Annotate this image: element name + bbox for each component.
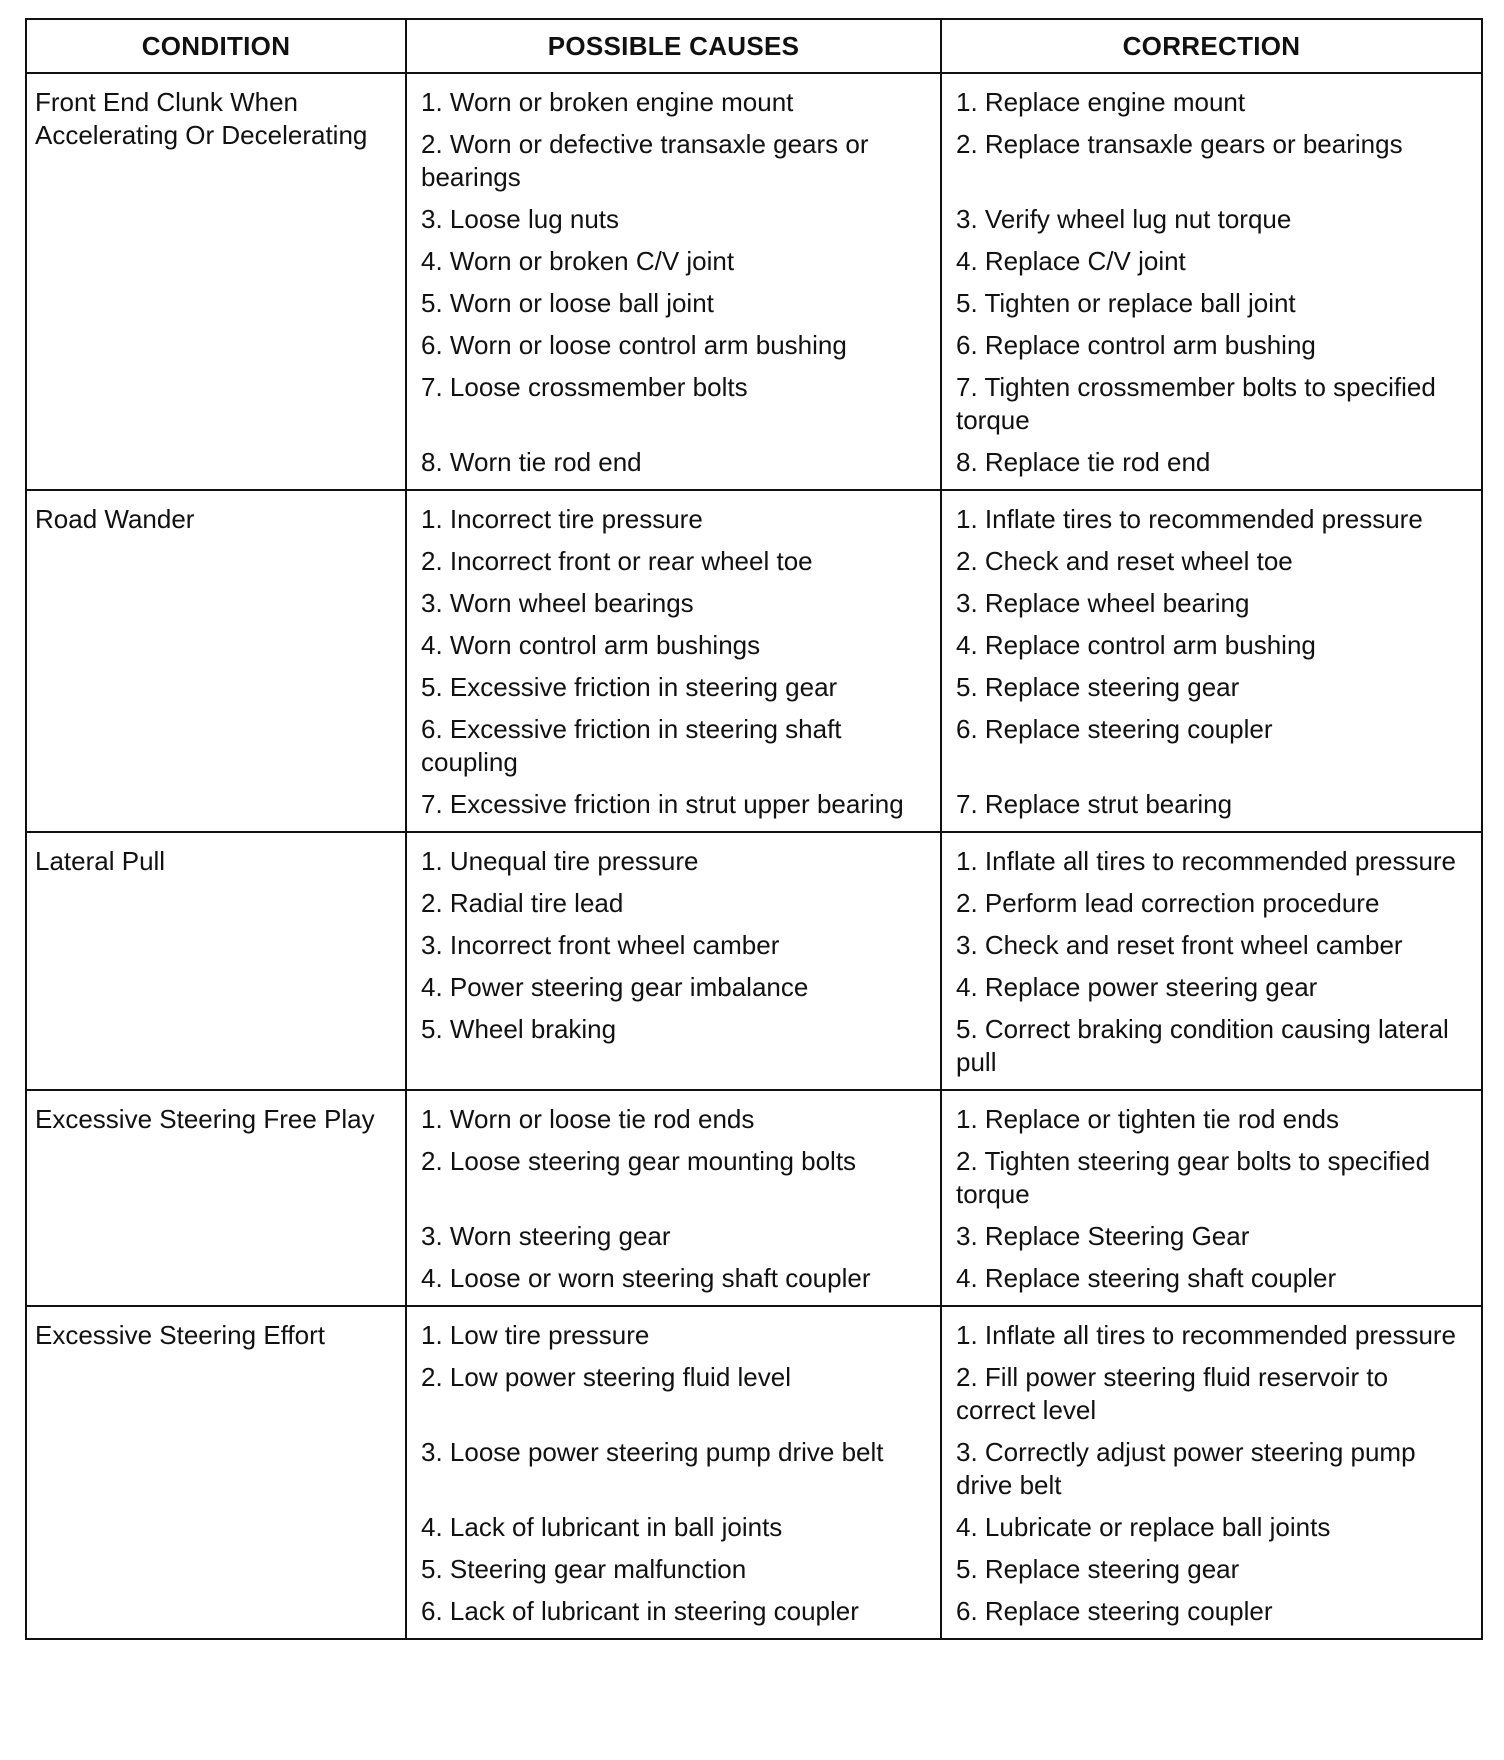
correction-item: 1. Inflate tires to recommended pressure	[956, 504, 1423, 534]
cause-item: 4. Worn control arm bushings	[421, 630, 761, 660]
correction-item: 3. Replace Steering Gear	[956, 1221, 1250, 1251]
correction-item: 5. Correct braking condition causing lateral pull	[956, 1014, 1449, 1077]
correction-item: 4. Lubricate or replace ball joints	[956, 1512, 1331, 1542]
correction-item: 2. Perform lead correction procedure	[956, 888, 1380, 918]
cause-item: 5. Steering gear malfunction	[421, 1554, 747, 1584]
condition-cell: Excessive Steering Effort	[35, 1320, 325, 1350]
correction-item: 2. Fill power steering fluid reservoir to correct level	[956, 1362, 1389, 1425]
cause-item: 4. Lack of lubricant in ball joints	[421, 1512, 783, 1542]
correction-item: 4. Replace C/V joint	[956, 246, 1186, 276]
cause-item: 1. Low tire pressure	[421, 1320, 650, 1350]
header-correction: CORRECTION	[940, 20, 1481, 72]
cause-item: 5. Worn or loose ball joint	[421, 288, 714, 318]
cause-item: 1. Unequal tire pressure	[421, 846, 699, 876]
cause-item: 2. Low power steering fluid level	[421, 1362, 791, 1392]
cause-item: 3. Worn wheel bearings	[421, 588, 694, 618]
correction-item: 5. Replace steering gear	[956, 672, 1240, 702]
correction-item: 3. Check and reset front wheel camber	[956, 930, 1403, 960]
correction-item: 4. Replace power steering gear	[956, 972, 1318, 1002]
correction-item: 1. Replace engine mount	[956, 87, 1246, 117]
cause-item: 2. Incorrect front or rear wheel toe	[421, 546, 813, 576]
cause-item: 4. Worn or broken C/V joint	[421, 246, 735, 276]
header-possible-causes: POSSIBLE CAUSES	[405, 20, 940, 72]
correction-item: 7. Tighten crossmember bolts to specified torque	[956, 372, 1436, 435]
cause-item: 4. Power steering gear imbalance	[421, 972, 809, 1002]
correction-item: 2. Tighten steering gear bolts to specified torque	[956, 1146, 1431, 1209]
correction-item: 4. Replace steering shaft coupler	[956, 1263, 1337, 1293]
correction-item: 6. Replace control arm bushing	[956, 330, 1316, 360]
cause-item: 6. Worn or loose control arm bushing	[421, 330, 847, 360]
table-row	[27, 1307, 1481, 1638]
correction-cell	[940, 491, 1481, 831]
cause-item: 4. Loose or worn steering shaft coupler	[421, 1263, 871, 1293]
table-row	[27, 74, 1481, 491]
correction-cell	[940, 74, 1481, 489]
diagnosis-table	[25, 18, 1483, 1640]
causes-cell	[405, 1307, 940, 1638]
correction-cell	[940, 833, 1481, 1089]
table-row	[27, 833, 1481, 1091]
cause-item: 3. Incorrect front wheel camber	[421, 930, 780, 960]
correction-item: 2. Check and reset wheel toe	[956, 546, 1293, 576]
correction-item: 8. Replace tie rod end	[956, 447, 1211, 477]
cause-item: 1. Worn or broken engine mount	[421, 87, 794, 117]
table-header	[27, 20, 1481, 74]
table-row	[27, 491, 1481, 833]
cause-item: 1. Worn or loose tie rod ends	[421, 1104, 755, 1134]
condition-cell: Excessive Steering Free Play	[35, 1104, 375, 1134]
correction-item: 6. Replace steering coupler	[956, 1596, 1273, 1626]
cause-item: 3. Worn steering gear	[421, 1221, 671, 1251]
correction-item: 3. Verify wheel lug nut torque	[956, 204, 1292, 234]
correction-item: 3. Replace wheel bearing	[956, 588, 1250, 618]
causes-cell	[405, 491, 940, 831]
causes-cell	[405, 1091, 940, 1305]
correction-item: 5. Tighten or replace ball joint	[956, 288, 1296, 318]
causes-cell	[405, 74, 940, 489]
cause-item: 1. Incorrect tire pressure	[421, 504, 703, 534]
correction-item: 4. Replace control arm bushing	[956, 630, 1316, 660]
correction-cell	[940, 1307, 1481, 1638]
correction-item: 3. Correctly adjust power steering pump drive belt	[956, 1437, 1416, 1500]
cause-item: 3. Loose lug nuts	[421, 204, 620, 234]
correction-item: 7. Replace strut bearing	[956, 789, 1233, 819]
cause-item: 6. Lack of lubricant in steering coupler	[421, 1596, 859, 1626]
cause-item: 7. Excessive friction in strut upper bearing	[421, 789, 904, 819]
correction-item: 1. Inflate all tires to recommended pressure	[956, 1320, 1457, 1350]
condition-cell: Front End Clunk When Accelerating Or Decelerating	[35, 87, 368, 150]
correction-item: 2. Replace transaxle gears or bearings	[956, 129, 1403, 159]
cause-item: 5. Wheel braking	[421, 1014, 617, 1044]
table-body	[27, 74, 1481, 1638]
correction-item: 1. Inflate all tires to recommended pressure	[956, 846, 1457, 876]
cause-item: 8. Worn tie rod end	[421, 447, 642, 477]
correction-cell	[940, 1091, 1481, 1305]
cause-item: 3. Loose power steering pump drive belt	[421, 1437, 884, 1467]
correction-item: 6. Replace steering coupler	[956, 714, 1273, 744]
cause-item: 5. Excessive friction in steering gear	[421, 672, 838, 702]
cause-item: 7. Loose crossmember bolts	[421, 372, 748, 402]
correction-item: 1. Replace or tighten tie rod ends	[956, 1104, 1340, 1134]
causes-cell	[405, 833, 940, 1089]
condition-cell: Lateral Pull	[35, 846, 166, 876]
cause-item: 2. Worn or defective transaxle gears or bearings	[421, 129, 869, 192]
table-row	[27, 1091, 1481, 1307]
cause-item: 6. Excessive friction in steering shaft coupling	[421, 714, 842, 777]
header-condition: CONDITION	[141, 30, 291, 61]
cause-item: 2. Loose steering gear mounting bolts	[421, 1146, 857, 1176]
correction-item: 5. Replace steering gear	[956, 1554, 1240, 1584]
cause-item: 2. Radial tire lead	[421, 888, 624, 918]
condition-cell: Road Wander	[35, 504, 195, 534]
